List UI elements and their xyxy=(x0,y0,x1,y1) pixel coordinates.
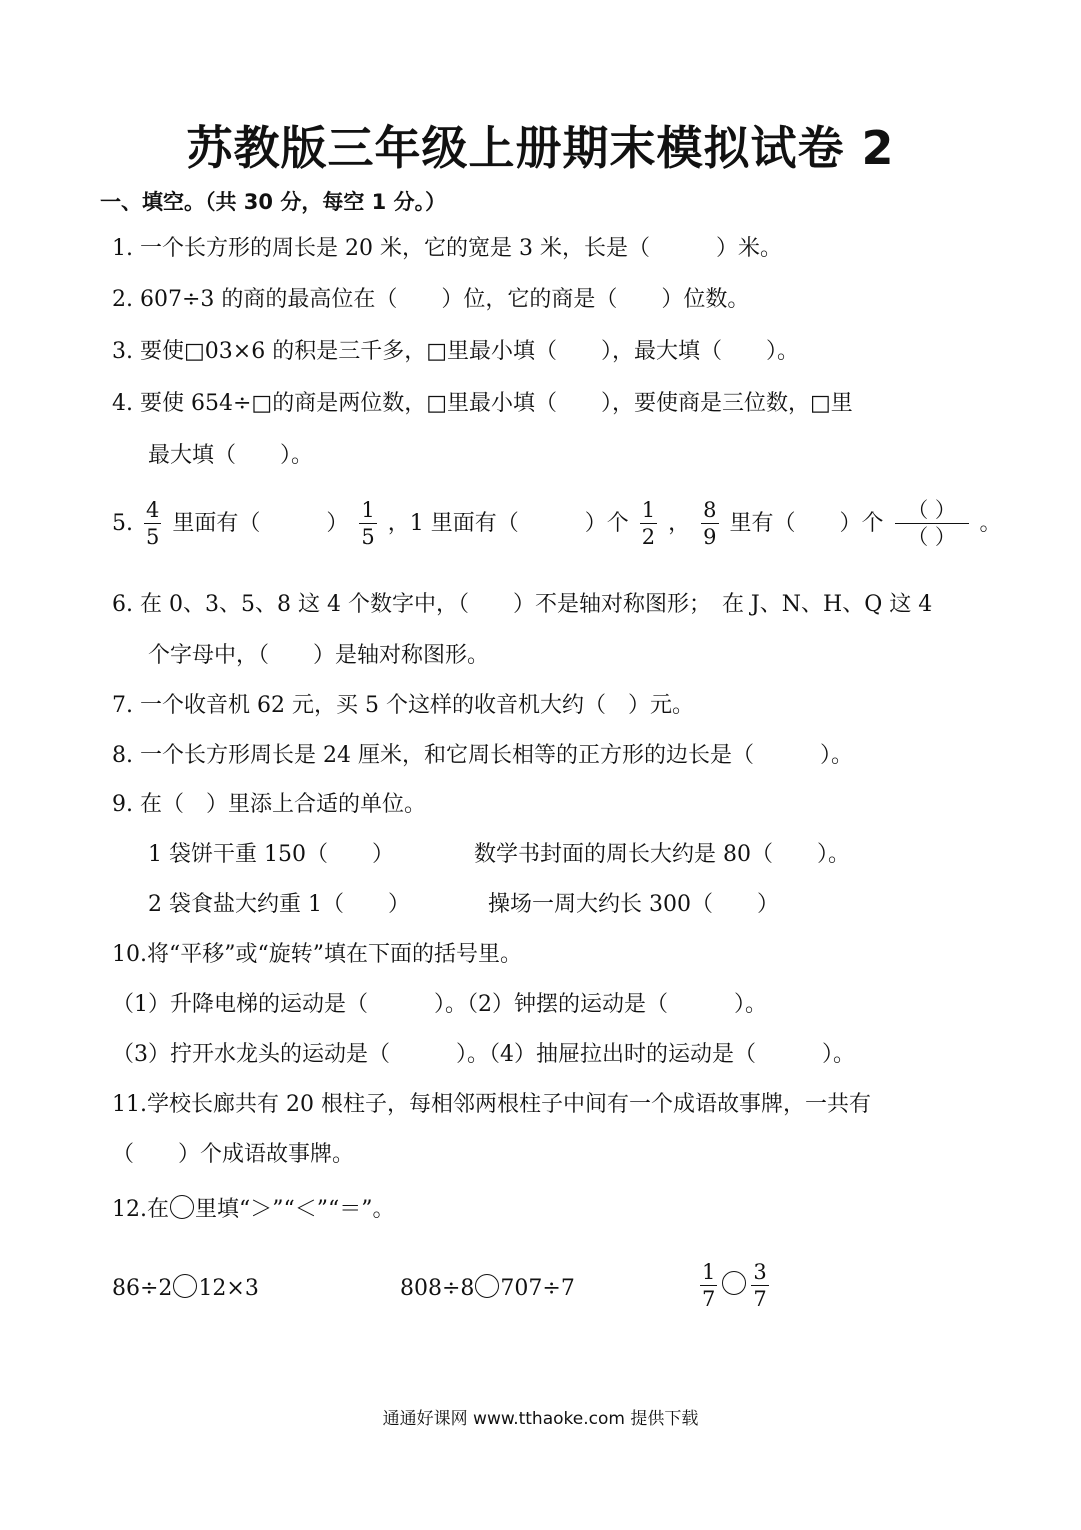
comparison-3 xyxy=(696,1262,773,1310)
circle-blank-icon xyxy=(722,1271,746,1295)
question-10-row-1: （1）升降电梯的运动是（ ）。（2）钟摆的运动是（ ）。 xyxy=(112,992,767,1017)
question-8: 8. 一个长方形周长是 24 厘米，和它周长相等的正方形的边长是（ ）。 xyxy=(112,743,853,768)
question-10-row-2: （3）拧开水龙头的运动是（ ）。（4）抽屉拉出时的运动是（ ）。 xyxy=(112,1042,855,1067)
fraction-four-fifths: $\frac{4}{5}$ xyxy=(146,498,160,549)
question-4-line-1: 4. 要使 654÷□的商是两位数，□里最小填（ ），要使商是三位数，□里 xyxy=(112,391,853,416)
comparison-1: 86÷2 12×3 xyxy=(112,1276,259,1301)
question-4-line-2: 最大填（ ）。 xyxy=(148,443,314,468)
question-2: 2. 607÷3 的商的最高位在（ ）位，它的商是（ ）位数。 xyxy=(112,287,750,312)
question-5: 5. $\frac{4}{5}$ 里面有（ ） $\frac{1}{5}$ ，1 里面有（ ）个 $\frac{1}{2}$ ， $\frac{8}{9}$ 里有（ ）个 $\frac{( )}{( )}$ 。 xyxy=(112,498,1002,549)
fraction-one-fifth: $\frac{1}{5}$ xyxy=(361,498,375,549)
circle-blank-icon xyxy=(475,1274,499,1298)
section-heading-fill-in: 一、填空。（共 30 分，每空 1 分。） xyxy=(100,190,447,214)
question-12: 12.在 里填“＞”“＜”“＝”。 xyxy=(112,1197,395,1222)
question-11-line-2: （ ）个成语故事牌。 xyxy=(112,1142,355,1167)
question-1: 1. 一个长方形的周长是 20 米，它的宽是 3 米，长是（ ）米。 xyxy=(112,236,782,261)
question-6-line-1: 6. 在 0、3、5、8 这 4 个数字中，（ ）不是轴对称图形； 在 J、N、H、Q 这 4 xyxy=(112,592,933,617)
comparison-2: 808÷8 707÷7 xyxy=(400,1276,575,1301)
question-6-line-2: 个字母中，（ ）是轴对称图形。 xyxy=(148,643,490,668)
question-9-item-4: 操场一周大约长 300（ ） xyxy=(488,892,779,917)
question-10: 10.将“平移”或“旋转”填在下面的括号里。 xyxy=(112,942,522,967)
footer-source: 通通好课网 www.tthaoke.com 提供下载 xyxy=(382,1409,699,1429)
question-9-item-1: 1 袋饼干重 150（ ） xyxy=(148,842,394,867)
question-11-line-1: 11.学校长廊共有 20 根柱子，每相邻两根柱子中间有一个成语故事牌，一共有 xyxy=(112,1092,871,1117)
fraction-one-half: $\frac{1}{2}$ xyxy=(641,498,656,549)
fraction-eight-ninths: $\frac{8}{9}$ xyxy=(703,498,717,549)
circle-blank-icon xyxy=(173,1274,197,1298)
question-9-item-3: 2 袋食盐大约重 1（ ） xyxy=(148,892,410,917)
question-9: 9. 在（ ）里添上合适的单位。 xyxy=(112,792,426,817)
question-5-number: 5. xyxy=(112,511,133,536)
circle-blank-icon xyxy=(170,1195,194,1219)
fraction-three-sevenths: $\frac{3}{7}$ xyxy=(753,1260,767,1311)
question-7: 7. 一个收音机 62 元，买 5 个这样的收音机大约（ ）元。 xyxy=(112,693,694,718)
question-3: 3. 要使□03×6 的积是三千多，□里最小填（ ），最大填（ ）。 xyxy=(112,339,799,364)
page-title: 苏教版三年级上册期末模拟试卷 2 xyxy=(186,121,895,175)
fraction-blank: $\frac{( )}{( )}$ xyxy=(895,500,969,548)
fraction-one-seventh: $\frac{1}{7}$ xyxy=(702,1260,716,1311)
question-9-item-2: 数学书封面的周长大约是 80（ ）。 xyxy=(474,842,850,867)
